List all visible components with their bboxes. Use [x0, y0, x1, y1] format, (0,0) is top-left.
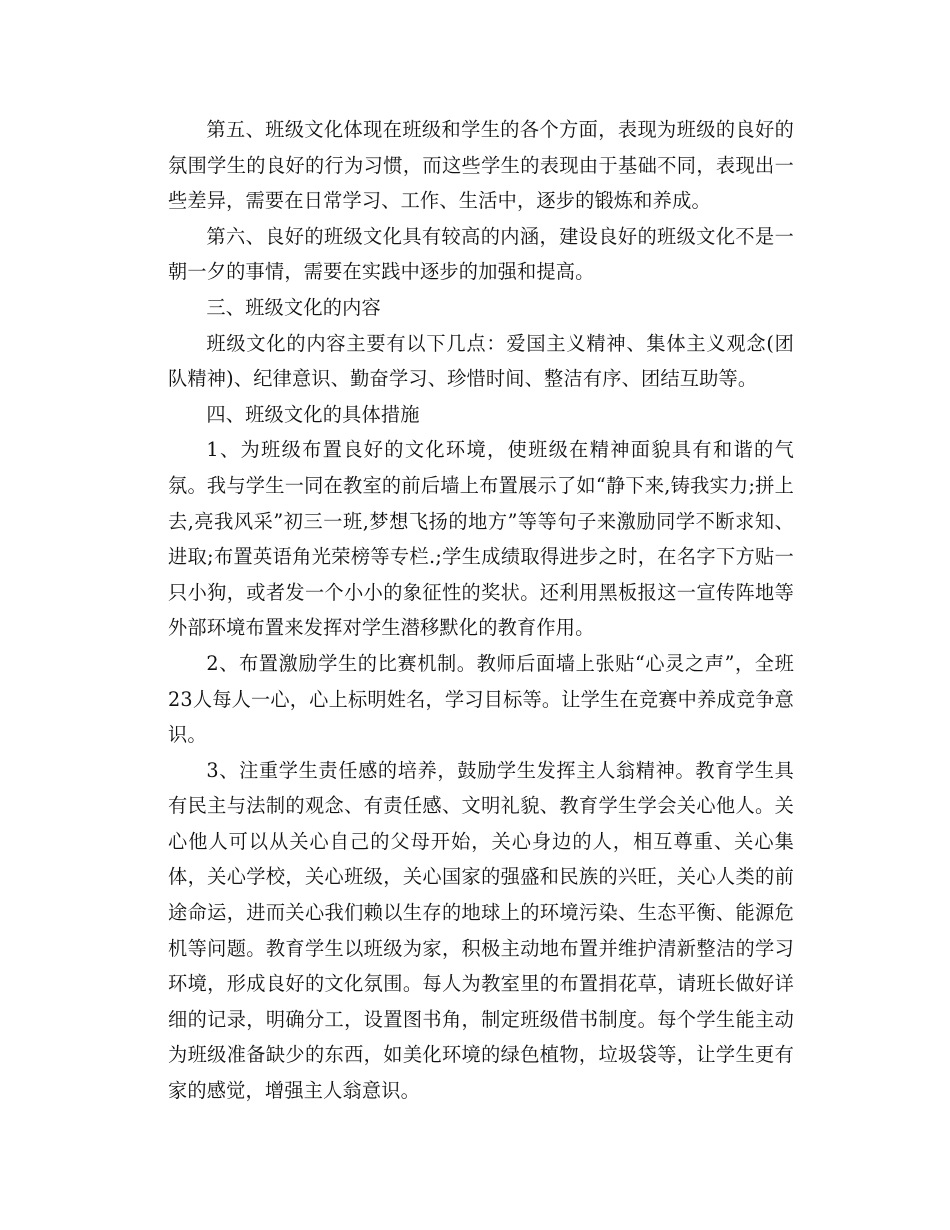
section-heading-content: 三、班级文化的内容 [206, 295, 381, 319]
paragraph-measure-2: 2、布置激励学生的比赛机制。教师后面墙上张贴“心灵之声”，全班23人每人一心，心上标明姓名，学习目标等。让学生在竞赛中养成竞争意识。 [168, 651, 794, 747]
paragraph-content-summary: 班级文化的内容主要有以下几点：爱国主义精神、集体主义观念(团队精神)、纪律意识、勤奋学习、珍惜时间、整洁有序、团结互助等。 [168, 331, 794, 391]
paragraph-fifth-point: 第五、班级文化体现在班级和学生的各个方面，表现为班级的良好的氛围学生的良好的行为习惯，而这些学生的表现由于基础不同，表现出一些差异，需要在日常学习、工作、生活中，逐步的锻炼和养成。 [168, 118, 794, 213]
paragraph-measure-1: 1、为班级布置良好的文化环境，使班级在精神面貌具有和谐的气氛。我与学生一同在教室的前后墙上布置展示了如“静下来,铸我实力;拼上去,亮我风采”初三一班,梦想飞扬的地方”等等句子来激励同学不断求知、进取;布置英语角光荣榜等专栏.;学生成绩取得进步之时，在名字下方贴一只小狗，或者发一个小小的象征性的奖状。还利用黑板报这一宣传阵地等外部环境布置来发挥对学生潜移默化的教育作用。 [168, 438, 794, 640]
paragraph-measure-3: 3、注重学生责任感的培养，鼓励学生发挥主人翁精神。教育学生具有民主与法制的观念、有责任感、文明礼貌、教育学生学会关心他人。关心他人可以从关心自己的父母开始，关心身边的人，相互尊重、关心集体，关心学校，关心班级，关心国家的强盛和民族的兴旺，关心人类的前途命运，进而关心我们赖以生存的地球上的环境污染、生态平衡、能源危机等问题。教育学生以班级为家，积极主动地布置并维护清新整洁的学习环境，形成良好的文化氛围。每人为教室里的布置捐花草，请班长做好详细的记录，明确分工，设置图书角，制定班级借书制度。每个学生能主动为班级准备缺少的东西，如美化环境的绿色植物，垃圾袋等，让学生更有家的感觉，增强主人翁意识。 [168, 758, 794, 1103]
document-body [168, 112, 794, 1109]
section-heading-measures: 四、班级文化的具体措施 [206, 402, 420, 426]
paragraph-sixth-point: 第六、良好的班级文化具有较高的内涵，建设良好的班级文化不是一朝一夕的事情，需要在实践中逐步的加强和提高。 [168, 224, 794, 284]
